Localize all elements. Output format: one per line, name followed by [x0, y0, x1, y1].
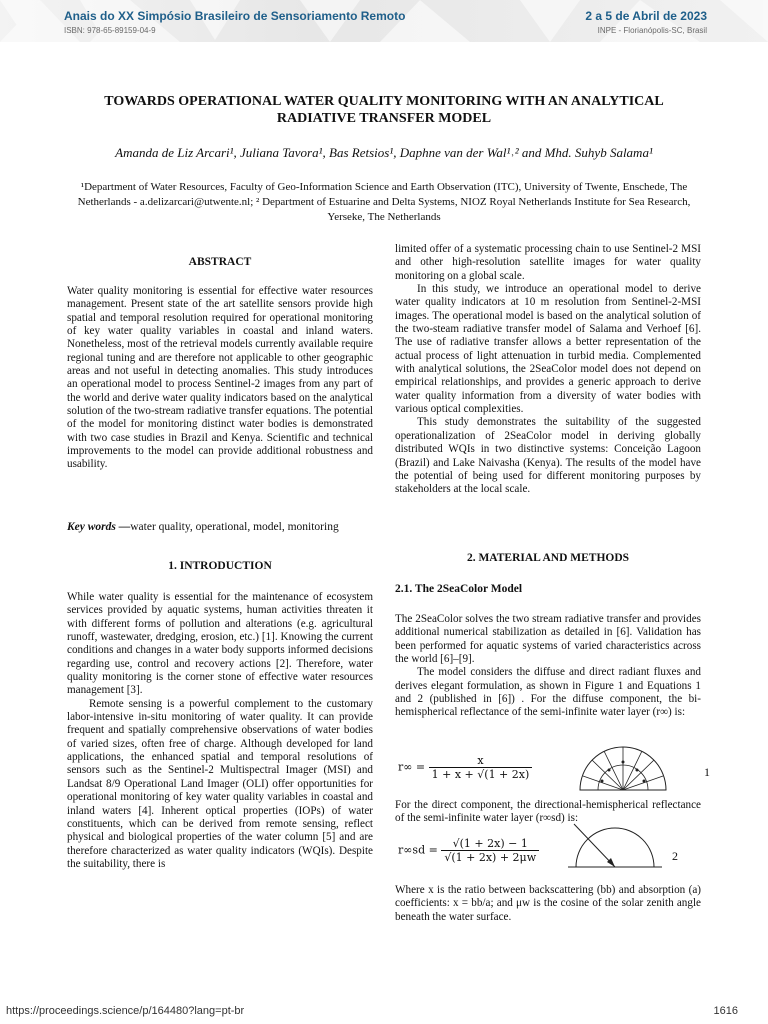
- equation-2-lhs: r∞sd =: [398, 843, 438, 857]
- conference-dates: 2 a 5 de Abril de 2023: [585, 9, 707, 23]
- equation-1-numerator: x: [429, 754, 533, 768]
- page-number: 1616: [713, 1005, 738, 1017]
- keywords-label: Key words —: [67, 521, 131, 533]
- methods-paragraph-4: Where x is the ratio between backscattering (bb) and absorption (a) coefficients: x = bb/a; and μw is the cosine of the solar zenith angle beneath the water surface.: [395, 884, 701, 923]
- right-column-text: [395, 243, 701, 497]
- intro-paragraph-2-continued: limited offer of a systematic processing chain to use Sentinel-2 MSI and other high-resolution satellite images for water quality monitoring on a global scale.: [395, 243, 701, 282]
- equation-1-fraction: [429, 754, 533, 781]
- methods-text-3: [395, 884, 701, 924]
- intro-paragraph-4: This study demonstrates the suitability of the suggested operationalization of 2SeaColor model in deriving globally distributed WQIs in two distinctive systems: Conceição Lagoon (Brazil) and Lake Naivasha (Kenya). The results of the model have the potential of being used for different monitoring purposes by stakeholders at the local scale.: [395, 416, 701, 496]
- equation-1: [398, 754, 532, 781]
- abstract-text: [67, 285, 373, 472]
- abstract-paragraph: Water quality monitoring is essential for effective water resources management. Present state of the art satellite sensors provide high spatial and temporal resolution required for operational monitoring of key water quality variables in coastal and inland waters. Nonetheless, most of the retrieval models currently available require regional tuning and are therefore not applicable to other geographic areas and not useful in detecting anomalies. This study introduces an operational model to process Sentinel-2 images from any part of the world and derive water quality indicators based on the analytical solution of the two-stream radiative transfer equations. The potential of the model for monitoring distinct water bodies is demonstrated with two case studies in Brazil and Kenya. Scientific and technical improvements to the model can provide additional robustness and usability.: [67, 285, 373, 471]
- conference-title: Anais do XX Simpósio Brasileiro de Sensoriamento Remoto: [64, 9, 406, 23]
- paper-title: [60, 93, 708, 127]
- introduction-text: [67, 591, 373, 871]
- methods-paragraph-2: The model considers the diffuse and direct radiant fluxes and derives elegant formulation, as shown in Figure 1 and Equations 1 and 2 (published in [6]) . For the diffuse component, the bi-hemispherical reflectance of the semi-infinite water layer (r∞) is:: [395, 666, 701, 719]
- equation-2-fraction: [441, 837, 539, 864]
- direct-flux-diagram: [566, 822, 664, 870]
- paper-title-line-1: TOWARDS OPERATIONAL WATER QUALITY MONITORING WITH AN ANALYTICAL: [104, 94, 664, 109]
- intro-paragraph-3: In this study, we introduce an operational model to derive water quality indicators at 10 m resolution from Sentinel-2-MSI images. The operational model is based on the analytical solution of the two-steam radiative transfer model of Salama and Verhoef [6]. The use of radiative transfer allows a better representation of the actual process of light attenuation in turbid media. Complemented with analytical solutions, the 2SeaColor model does not depend on empirical relationships, and provides a generic approach to derive water quality information from a diversity of water bodies with various optical complexities.: [395, 283, 701, 416]
- keywords-list: water quality, operational, model, monitoring: [130, 521, 339, 533]
- methods-paragraph-1: The 2SeaColor solves the two stream radiative transfer and provides additional numerical stabilization as detailed in [6]. Validation has been performed for aquatic systems of varied characteristics across the world [6]–[9].: [395, 613, 701, 666]
- equation-1-denominator: 1 + x + √(1 + 2x): [431, 768, 530, 781]
- methods-subheading: 2.1. The 2SeaColor Model: [395, 583, 523, 595]
- intro-paragraph-2: Remote sensing is a powerful complement to the customary labor-intensive in-situ monitoring of water quality. It can provide frequent and spatially comprehensive observations of water bodies of varied sizes, often free of charge. Although developed for land applications, the enhanced spatial and temporal resolutions of sensors such as the Sentinel-2 Multispectral Imager (MSI) and Landsat 8/9 Operational Land Imager (OLI) offer opportunities for operational monitoring of key water quality variables in coastal and inland waters [4]. Inherent optical properties (IOPs) of water constituents, which can be derived from remote sensing, reflect physical and biological properties of the water column [5] and are therefore characterized as water quality indicators (WQIs). Despite the suitability, there is: [67, 697, 373, 870]
- footer-url[interactable]: https://proceedings.science/p/164480?lang=pt-br: [6, 1005, 245, 1017]
- equation-2: [398, 837, 539, 864]
- paper-title-line-2: RADIATIVE TRANSFER MODEL: [276, 111, 492, 126]
- equation-1-lhs: r∞ =: [398, 760, 426, 774]
- equation-2-numerator: √(1 + 2x) − 1: [441, 837, 539, 851]
- equation-2-denominator: √(1 + 2x) + 2μw: [444, 851, 537, 864]
- equation-2-number: 2: [672, 849, 678, 863]
- paper-authors: Amanda de Liz Arcari¹, Juliana Tavora¹, Bas Retsios¹, Daphne van der Wal¹˒² and Mhd. Suhyb Salama¹: [115, 145, 653, 160]
- intro-paragraph-1: While water quality is essential for the maintenance of ecosystem services provided by aquatic systems, human activities threaten it with different forms of pollution and alterations (e.g. agricultural runoff, wastewater, dredging, erosion, etc.) [1]. Knowing the current conditions and changes in a water body supports informed decisions regarding use, control and recovery actions [2]. Therefore, water quality monitoring is the corner stone of effective water resources management [3].: [67, 591, 373, 697]
- keywords: [67, 521, 339, 533]
- conference-location: INPE - Florianópolis-SC, Brasil: [597, 26, 707, 35]
- introduction-heading: 1. INTRODUCTION: [168, 560, 272, 572]
- paper-affiliations: ¹Department of Water Resources, Faculty of Geo-Information Science and Earth Observation (ITC), University of Twente, Enschede, The Netherlands - a.delizarcari@utwente.nl; ² Department of Estuarine and Delta Systems, NIOZ Royal Netherlands Institute for Sea Research, Yerseke, The Netherlands: [77, 181, 691, 223]
- conference-isbn: ISBN: 978-65-89159-04-9: [64, 26, 156, 35]
- abstract-heading: ABSTRACT: [188, 256, 252, 268]
- conference-banner: [0, 0, 768, 42]
- equation-1-number: 1: [704, 765, 710, 779]
- methods-text: [395, 613, 701, 720]
- diffuse-flux-diagram: [578, 742, 668, 794]
- methods-paragraph-3: For the direct component, the directional-hemispherical reflectance of the semi-infinite water layer (r∞sd) is:: [395, 799, 701, 825]
- methods-heading: 2. MATERIAL AND METHODS: [466, 552, 630, 564]
